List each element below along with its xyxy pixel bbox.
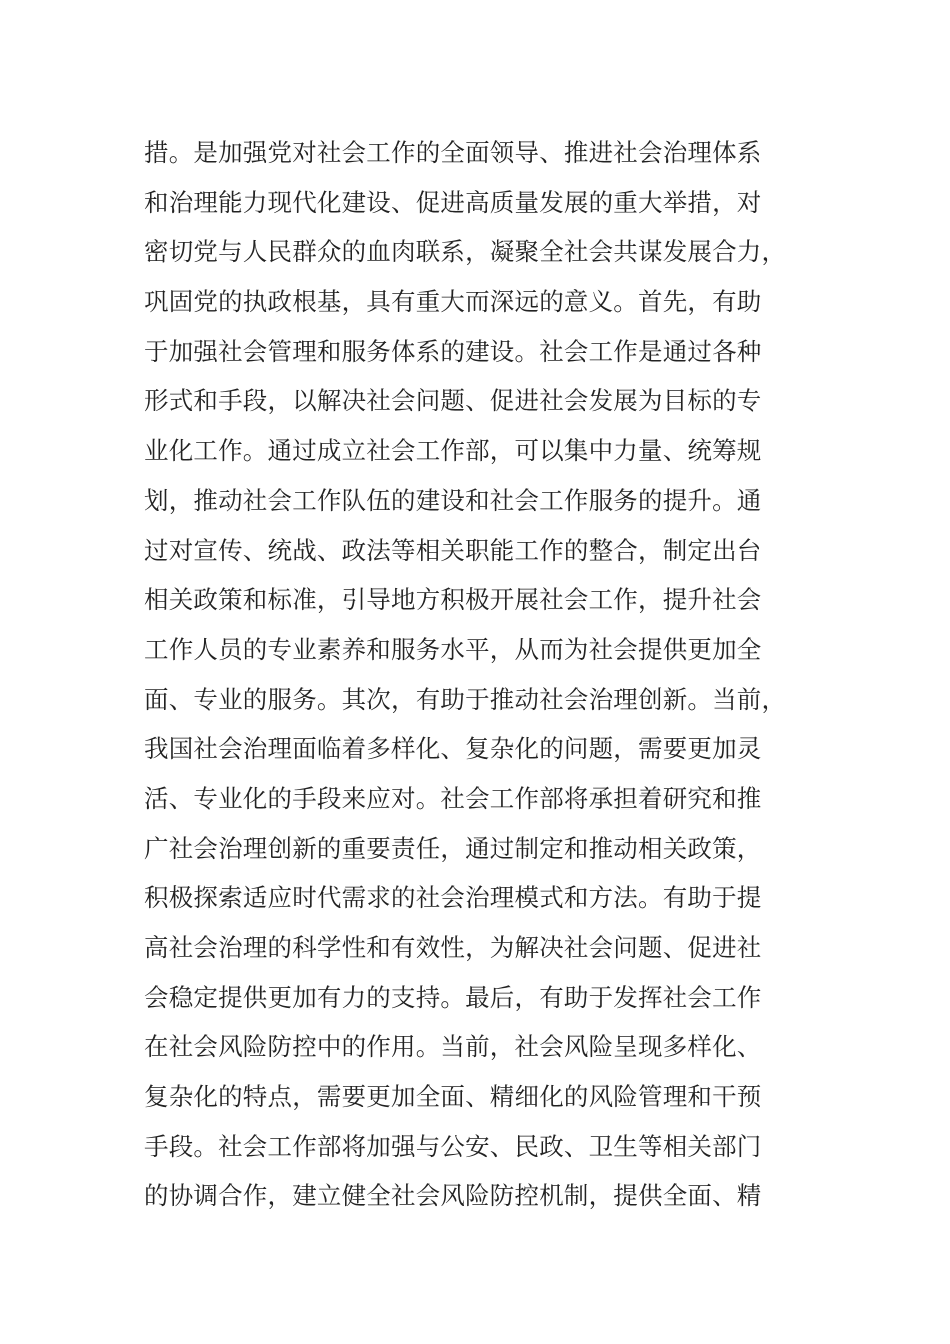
text-line: 我国社会治理面临着多样化、复杂化的问题，需要更加灵 <box>144 734 762 764</box>
text-line: 高社会治理的科学性和有效性，为解决社会问题、促进社 <box>144 933 762 962</box>
text-line: 密切党与人民群众的血肉联系，凝聚全社会共谋发展合力， <box>144 237 787 267</box>
text-line: 工作人员的专业素养和服务水平，从而为社会提供更加全 <box>144 634 762 664</box>
text-line: 积极探索适应时代需求的社会治理模式和方法。有助于提 <box>144 883 762 913</box>
text-line: 形式和手段，以解决社会问题、促进社会发展为目标的专 <box>144 386 762 416</box>
text-line: 相关政策和标准，引导地方积极开展社会工作，提升社会 <box>144 585 762 615</box>
text-line: 过对宣传、统战、政法等相关职能工作的整合，制定出台 <box>144 535 762 565</box>
text-line: 复杂化的特点，需要更加全面、精细化的风险管理和干预 <box>144 1082 762 1112</box>
text-line: 活、专业化的手段来应对。社会工作部将承担着研究和推 <box>144 783 762 813</box>
text-line: 会稳定提供更加有力的支持。最后，有助于发挥社会工作 <box>144 982 762 1012</box>
text-line: 手段。社会工作部将加强与公安、民政、卫生等相关部门 <box>144 1131 762 1161</box>
text-line: 在社会风险防控中的作用。当前，社会风险呈现多样化、 <box>144 1032 762 1062</box>
text-line: 面、专业的服务。其次，有助于推动社会治理创新。当前， <box>144 684 787 714</box>
text-line: 和治理能力现代化建设、促进高质量发展的重大举措，对 <box>144 187 762 217</box>
text-line: 业化工作。通过成立社会工作部，可以集中力量、统筹规 <box>144 436 762 466</box>
body-text <box>144 128 824 1221</box>
text-line: 于加强社会管理和服务体系的建设。社会工作是通过各种 <box>144 336 762 366</box>
text-line: 措。是加强党对社会工作的全面领导、推进社会治理体系 <box>144 138 762 167</box>
text-line: 划，推动社会工作队伍的建设和社会工作服务的提升。通 <box>144 485 762 515</box>
text-line: 的协调合作，建立健全社会风险防控机制，提供全面、精 <box>144 1181 762 1211</box>
text-line: 巩固党的执政根基，具有重大而深远的意义。首先，有助 <box>144 287 762 317</box>
text-line: 广社会治理创新的重要责任，通过制定和推动相关政策， <box>144 833 762 863</box>
